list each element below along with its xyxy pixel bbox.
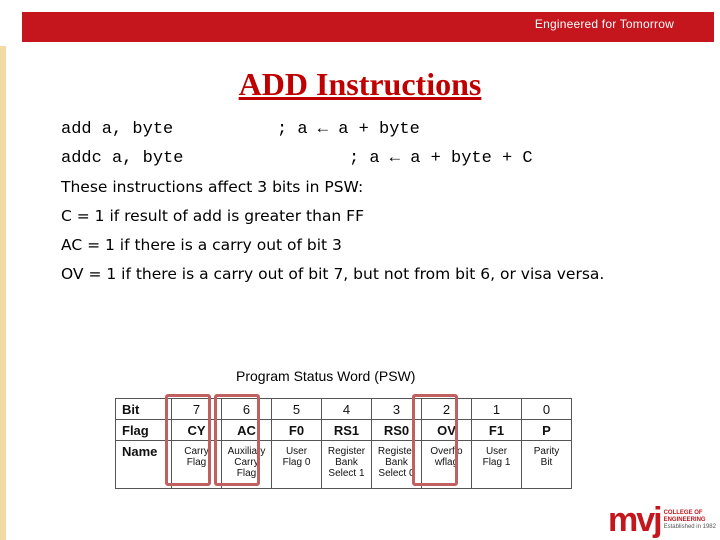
logo-line-3: Established in 1982 — [663, 523, 716, 530]
mvj-logo — [608, 501, 716, 539]
highlight-ov-column — [412, 394, 458, 486]
psw-flag-p: P — [522, 420, 572, 441]
code-comment-addc: ; a ← a + byte + C — [349, 149, 533, 168]
code-instr-addc: addc a, byte — [61, 149, 184, 168]
psw-name-line: Flag — [186, 457, 207, 468]
psw-header-name: Name — [116, 441, 172, 489]
code-instr-add: add a, byte — [61, 120, 174, 139]
psw-bit-0: 0 — [522, 399, 572, 420]
psw-bit-1: 1 — [472, 399, 522, 420]
psw-name-line: Flag 0 — [282, 457, 311, 468]
psw-flag-cy: CY — [172, 420, 222, 441]
psw-bit-7: 7 — [172, 399, 222, 420]
psw-name-line: Carry — [184, 446, 209, 457]
psw-name-line: Select 1 — [328, 468, 365, 479]
psw-flag-ov: OV — [422, 420, 472, 441]
psw-name-line: Select 0 — [378, 468, 415, 479]
psw-name-line: Carry — [234, 457, 259, 468]
body-line-4: OV = 1 if there is a carry out of bit 7, but not from bit 6, or visa versa. — [61, 265, 605, 283]
logo-mark: mvj — [608, 501, 661, 539]
psw-name-line: User — [285, 446, 308, 457]
psw-name-line: Bit — [540, 457, 553, 468]
psw-bit-2: 2 — [422, 399, 472, 420]
psw-bit-4: 4 — [322, 399, 372, 420]
logo-text — [664, 510, 716, 531]
psw-flag-rs0: RS0 — [372, 420, 422, 441]
psw-header-bit: Bit — [116, 399, 172, 420]
psw-name-line: Flag — [236, 468, 257, 479]
psw-flag-rs1: RS1 — [322, 420, 372, 441]
body-line-1: These instructions affect 3 bits in PSW: — [61, 178, 364, 196]
psw-name-f0 — [272, 441, 322, 489]
code-comment-add: ; a ← a + byte — [277, 120, 420, 139]
psw-name-line: wflag — [434, 457, 459, 468]
psw-flag-f1: F1 — [472, 420, 522, 441]
logo-line-2: ENGINEERING — [663, 516, 706, 523]
psw-name-f1 — [472, 441, 522, 489]
psw-title: Program Status Word (PSW) — [236, 368, 416, 384]
psw-name-line: User — [485, 446, 508, 457]
psw-name-line: Register — [327, 446, 366, 457]
psw-flag-ac: AC — [222, 420, 272, 441]
psw-name-rs1 — [322, 441, 372, 489]
psw-name-line: Bank — [385, 457, 408, 468]
psw-name-line: Auxiliary — [227, 446, 266, 457]
psw-flag-f0: F0 — [272, 420, 322, 441]
highlight-ac-column — [214, 394, 260, 486]
psw-bit-6: 6 — [222, 399, 272, 420]
psw-header-flag: Flag — [116, 420, 172, 441]
psw-name-line: Register — [377, 446, 416, 457]
logo-line-1: COLLEGE OF — [663, 509, 703, 516]
slide-title: ADD Instructions — [238, 66, 482, 102]
psw-bit-5: 5 — [272, 399, 322, 420]
psw-name-p — [522, 441, 572, 489]
highlight-cy-column — [165, 394, 211, 486]
header-tagline: Engineered for Tomorrow — [534, 17, 674, 31]
body-line-3: AC = 1 if there is a carry out of bit 3 — [61, 236, 342, 254]
psw-name-line: Parity — [533, 446, 560, 457]
body-line-2: C = 1 if result of add is greater than FF — [61, 207, 364, 225]
psw-name-line: Overflo — [430, 446, 463, 457]
psw-name-line: Bank — [335, 457, 358, 468]
psw-name-line: Flag 1 — [482, 457, 511, 468]
psw-bit-3: 3 — [372, 399, 422, 420]
